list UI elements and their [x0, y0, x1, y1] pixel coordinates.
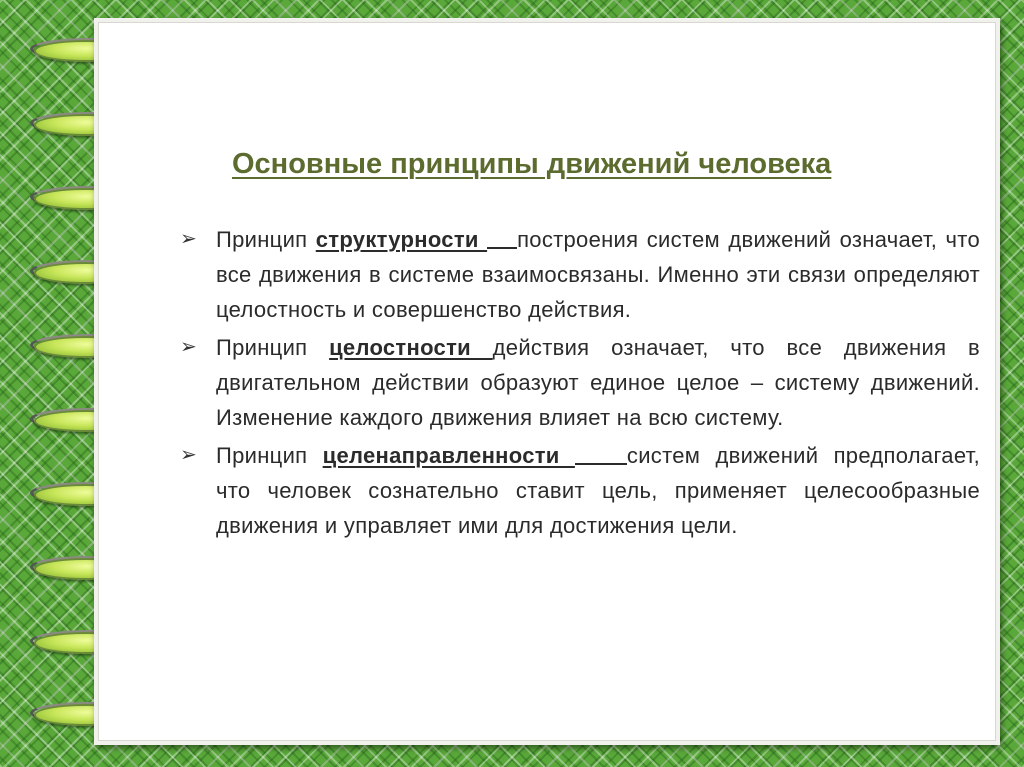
list-item-text: Принцип целенаправленности систем движений предполагает, что человек сознательно ставит цель, применяет целесообразные движения и управляет ими для достижения цели. [216, 443, 980, 538]
list-item [180, 438, 980, 543]
list-item-text: Принцип структурности построения систем движений означает, что все движения в системе взаимосвязаны. Именно эти связи определяют целостность и совершенство действия. [216, 227, 980, 322]
term-purposefulness: целенаправленности [322, 443, 575, 468]
arrow-bullet-icon: ➢ [180, 444, 197, 466]
principles-list [180, 222, 980, 546]
arrow-bullet-icon: ➢ [180, 228, 197, 250]
term-structural: структурности [315, 227, 488, 252]
list-item [180, 222, 980, 327]
list-item-text: Принцип целостности действия означает, что все движения в двигательном действии образуют единое целое – систему движений. Изменение каждого движения влияет на всю систему. [216, 335, 980, 430]
arrow-bullet-icon: ➢ [180, 336, 197, 358]
list-item [180, 330, 980, 435]
slide-title: Основные принципы движений человека [232, 148, 832, 180]
term-integrity: целостности [329, 335, 493, 360]
